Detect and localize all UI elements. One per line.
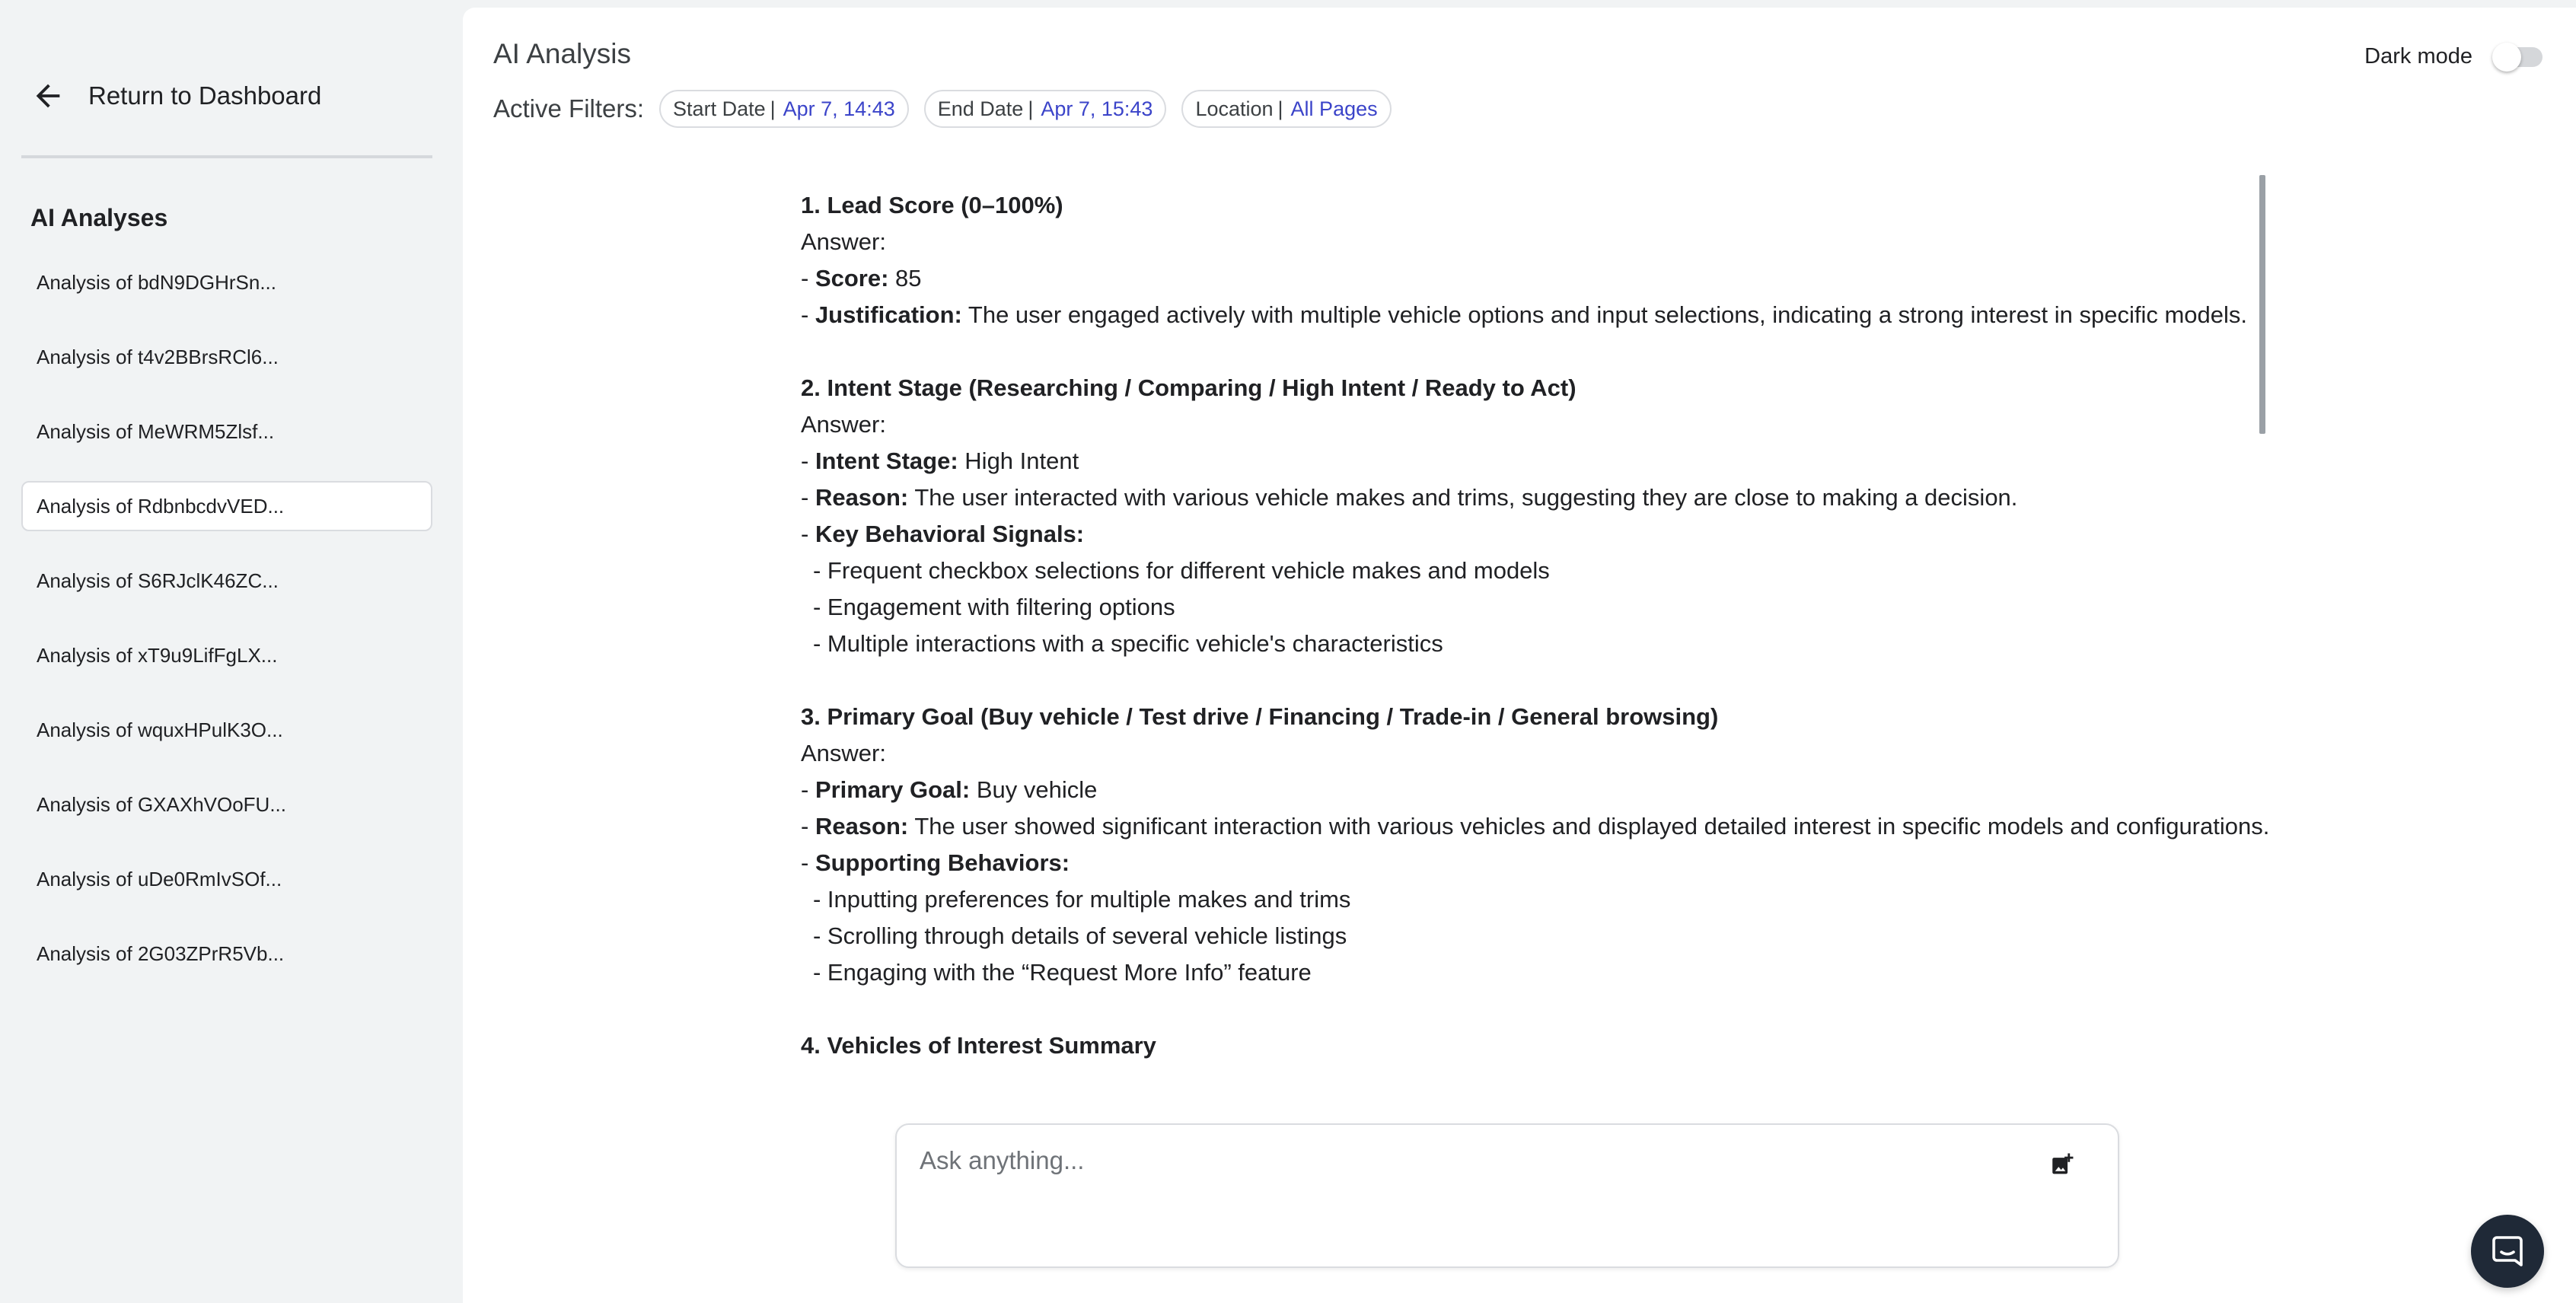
chat-launcher-button[interactable] (2471, 1215, 2544, 1288)
analysis-item-active[interactable]: Analysis of RdbnbcdvVED... (21, 481, 432, 531)
chip-value: Apr 7, 14:43 (783, 97, 895, 120)
justification-label: Justification: (815, 301, 962, 328)
reason-label: Reason: (815, 813, 909, 839)
chip-separator: | (770, 97, 776, 120)
intent-stage-label: Intent Stage: (815, 448, 958, 474)
behavior-item: - Scrolling through details of several vehicle listings (813, 922, 1347, 949)
dark-mode-control (2364, 40, 2546, 73)
sidebar-heading: AI Analyses (30, 204, 168, 231)
section-primary-goal (801, 699, 2293, 991)
content-scrollbar[interactable] (2259, 175, 2265, 434)
filter-chip-end-date[interactable] (924, 90, 1167, 128)
ask-input[interactable] (920, 1142, 2031, 1180)
section-vehicles-of-interest (801, 1027, 2293, 1064)
analysis-item[interactable]: Analysis of GXAXhVOoFU... (37, 792, 287, 816)
section-lead-score (801, 187, 2293, 333)
return-to-dashboard-link[interactable] (30, 70, 350, 122)
analysis-item[interactable]: Analysis of t4v2BBrsRCl6... (37, 345, 279, 368)
answer-label: Answer: (801, 740, 886, 766)
ask-box (895, 1123, 2119, 1268)
reason-line: - Reason: The user interacted with various vehicle makes and trims, suggesting they are close to making a decision. (801, 484, 2018, 511)
chip-key: End Date (937, 97, 1024, 120)
analysis-item[interactable]: Analysis of wquxHPulK3O... (37, 718, 283, 741)
filter-chip-start-date[interactable] (659, 90, 909, 128)
analysis-item[interactable]: Analysis of MeWRM5Zlsf... (37, 419, 275, 443)
analysis-item[interactable]: Analysis of xT9u9LifFgLX... (37, 643, 278, 667)
chip-key: Start Date (673, 97, 766, 120)
dark-mode-label: Dark mode (2364, 43, 2472, 68)
signals-line: - Key Behavioral Signals: (801, 521, 1085, 547)
chip-separator: | (1028, 97, 1034, 120)
main-panel (463, 8, 2576, 1303)
analysis-list (21, 257, 432, 1003)
behaviors-label: Supporting Behaviors: (815, 849, 1070, 876)
analysis-item[interactable]: Analysis of S6RJclK46ZC... (37, 569, 279, 592)
score-value: 85 (895, 265, 922, 292)
signal-item: - Multiple interactions with a specific vehicle's characteristics (813, 630, 1443, 657)
reason-line: - Reason: The user showed significant interaction with various vehicles and displayed detailed interest in specific models and configurations. (801, 813, 2270, 839)
chip-separator: | (1277, 97, 1283, 120)
primary-goal-label: Primary Goal: (815, 776, 971, 803)
arrow-left-icon (30, 78, 65, 113)
signal-item: - Engagement with filtering options (813, 594, 1175, 620)
section-heading: 2. Intent Stage (Researching / Comparing / High Intent / Ready to Act) (801, 374, 1577, 401)
answer-label: Answer: (801, 228, 886, 255)
active-filters-label: Active Filters: (493, 94, 645, 123)
intent-stage-value: High Intent (964, 448, 1079, 474)
chip-key: Location (1195, 97, 1274, 120)
score-line: - Score: 85 (801, 265, 922, 292)
section-intent-stage (801, 370, 2293, 662)
signal-item: - Frequent checkbox selections for different vehicle makes and models (813, 557, 1550, 584)
section-heading: 4. Vehicles of Interest Summary (801, 1032, 1156, 1059)
reason-text: The user showed significant interaction with various vehicles and displayed detailed interest in specific models and configurations. (914, 813, 2270, 839)
toggle-thumb (2492, 43, 2521, 72)
reason-label: Reason: (815, 484, 909, 511)
answer-label: Answer: (801, 411, 886, 438)
justification-text: The user engaged actively with multiple vehicle options and input selections, indicating a strong interest in specific models. (968, 301, 2247, 328)
signals-label: Key Behavioral Signals: (815, 521, 1085, 547)
page-title: AI Analysis (493, 38, 631, 69)
analysis-item[interactable]: Analysis of uDe0RmIvSOf... (37, 867, 282, 890)
behavior-item: - Inputting preferences for multiple makes and trims (813, 886, 1351, 913)
primary-goal-value: Buy vehicle (976, 776, 1098, 803)
score-label: Score: (815, 265, 889, 292)
behavior-item: - Engaging with the “Request More Info” feature (813, 959, 1312, 986)
filter-chip-location[interactable] (1181, 90, 1391, 128)
analysis-item[interactable]: Analysis of 2G03ZPrR5Vb... (37, 941, 285, 965)
analysis-content (801, 187, 2293, 1123)
sidebar-divider (21, 155, 432, 158)
chat-icon (2489, 1233, 2526, 1270)
image-add-icon[interactable] (2049, 1152, 2075, 1178)
chip-value: Apr 7, 15:43 (1041, 97, 1153, 120)
justification-line: - Justification: The user engaged actively with multiple vehicle options and input selections, indicating a strong interest in specific models. (801, 301, 2247, 328)
primary-goal-line: - Primary Goal: Buy vehicle (801, 776, 1098, 803)
behaviors-line: - Supporting Behaviors: (801, 849, 1070, 876)
return-to-dashboard-label: Return to Dashboard (88, 81, 322, 110)
active-filters (493, 90, 1407, 128)
reason-text: The user interacted with various vehicle makes and trims, suggesting they are close to making a decision. (914, 484, 2018, 511)
section-heading: 3. Primary Goal (Buy vehicle / Test drive / Financing / Trade-in / General browsing) (801, 703, 1719, 730)
section-heading: 1. Lead Score (0–100%) (801, 192, 1063, 218)
analysis-item[interactable]: Analysis of bdN9DGHrSn... (37, 270, 277, 294)
chip-value: All Pages (1290, 97, 1378, 120)
sidebar (0, 0, 463, 1303)
dark-mode-toggle[interactable] (2492, 40, 2546, 73)
intent-stage-line: - Intent Stage: High Intent (801, 448, 1079, 474)
